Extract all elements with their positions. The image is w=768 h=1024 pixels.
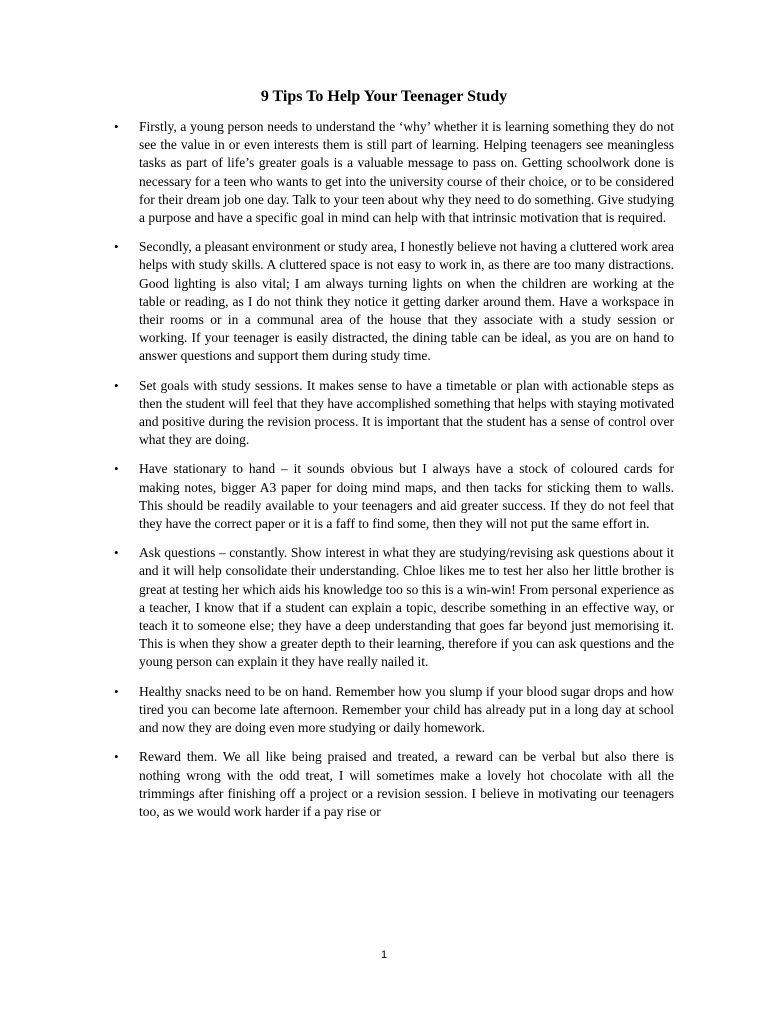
tip-text: Reward them. We all like being praised and treated, a reward can be verbal but also there is nothing wrong with the odd treat, I will sometimes make a lovely hot chocolate with all the trimmings after finishing off a project or a revision session. I believe in motivating our teenagers too, as we would work harder if a pay rise or xyxy=(139,749,674,819)
tip-text: Have stationary to hand – it sounds obvious but I always have a stock of coloured cards for making notes, bigger A3 paper for doing mind maps, and then tacks for sticking them to walls. This should be readily available to your teenagers and aid greater success. If they do not feel that they have the correct paper or it is a faff to find some, then they will not put the same effort in. xyxy=(139,461,674,532)
bullet-icon: • xyxy=(114,119,119,134)
tip-text: Set goals with study sessions. It makes sense to have a timetable or plan with actionable steps as then the student will feel that they have accomplished something that helps with staying motivated and positive during the revision process. It is important that the student has a sense of control over what they are doing. xyxy=(139,377,674,448)
bullet-icon: • xyxy=(114,749,119,765)
document-title: 9 Tips To Help Your Teenager Study xyxy=(260,88,508,105)
list-item xyxy=(114,118,674,227)
bullet-icon: • xyxy=(114,239,119,255)
list-item xyxy=(114,748,674,821)
tip-text: Ask questions – constantly. Show interest in what they are studying/revising ask questions about it and it will help consolidate their understanding. Chloe likes me to test her also her little brother is great at testing her which aids his knowledge too so this is a win-win! From personal experience as a teacher, I know that if a student can explain a topic, describe something in an effective way, or teach it to someone else; they have a deep understanding that goes far beyond just memorising it. This is when they show a greater depth to their learning, therefore if you can ask questions and the young person can explain it they have really nailed it. xyxy=(139,545,674,670)
page-number: 1 xyxy=(380,949,388,961)
tip-text: Firstly, a young person needs to understand the ‘why’ whether it is learning something they do not see the value in or even interests them is still part of learning. Helping teenagers see meaningless tasks as part of life’s greater goals is a valuable message to pass on. Getting schoolwork done is necessary for a teen who wants to get into the university course of their choice, or to be considered for their dream job one day. Talk to your teen about why they need to do something. Give studying a purpose and have a specific goal in mind can help with that intrinsic motivation that is required. xyxy=(139,119,674,226)
list-item xyxy=(114,683,674,738)
bullet-icon: • xyxy=(114,377,119,393)
bullet-icon: • xyxy=(114,461,119,477)
list-item xyxy=(114,460,674,533)
list-item xyxy=(114,238,674,365)
tip-text: Healthy snacks need to be on hand. Remember how you slump if your blood sugar drops and how tired you can become late afternoon. Remember your child has already put in a long day at school and now they are doing even more studying or daily homework. xyxy=(139,683,674,736)
tips-list xyxy=(114,118,674,832)
list-item xyxy=(114,544,674,671)
tip-text: Secondly, a pleasant environment or study area, I honestly believe not having a cluttered work area helps with study skills. A cluttered space is not easy to work in, as there are too many distractions. Good lighting is also vital; I am always turning lights on when the children are working at the table or reading, as I do not think they notice it getting darker around them. Have a workspace in their rooms or in a communal area of the house that they associate with a study session or working. If your teenager is easily distracted, the dining table can be ideal, as you are on hand to answer questions and support them during study time. xyxy=(139,239,674,364)
bullet-icon: • xyxy=(114,683,119,699)
list-item xyxy=(114,377,674,450)
bullet-icon: • xyxy=(114,545,119,561)
